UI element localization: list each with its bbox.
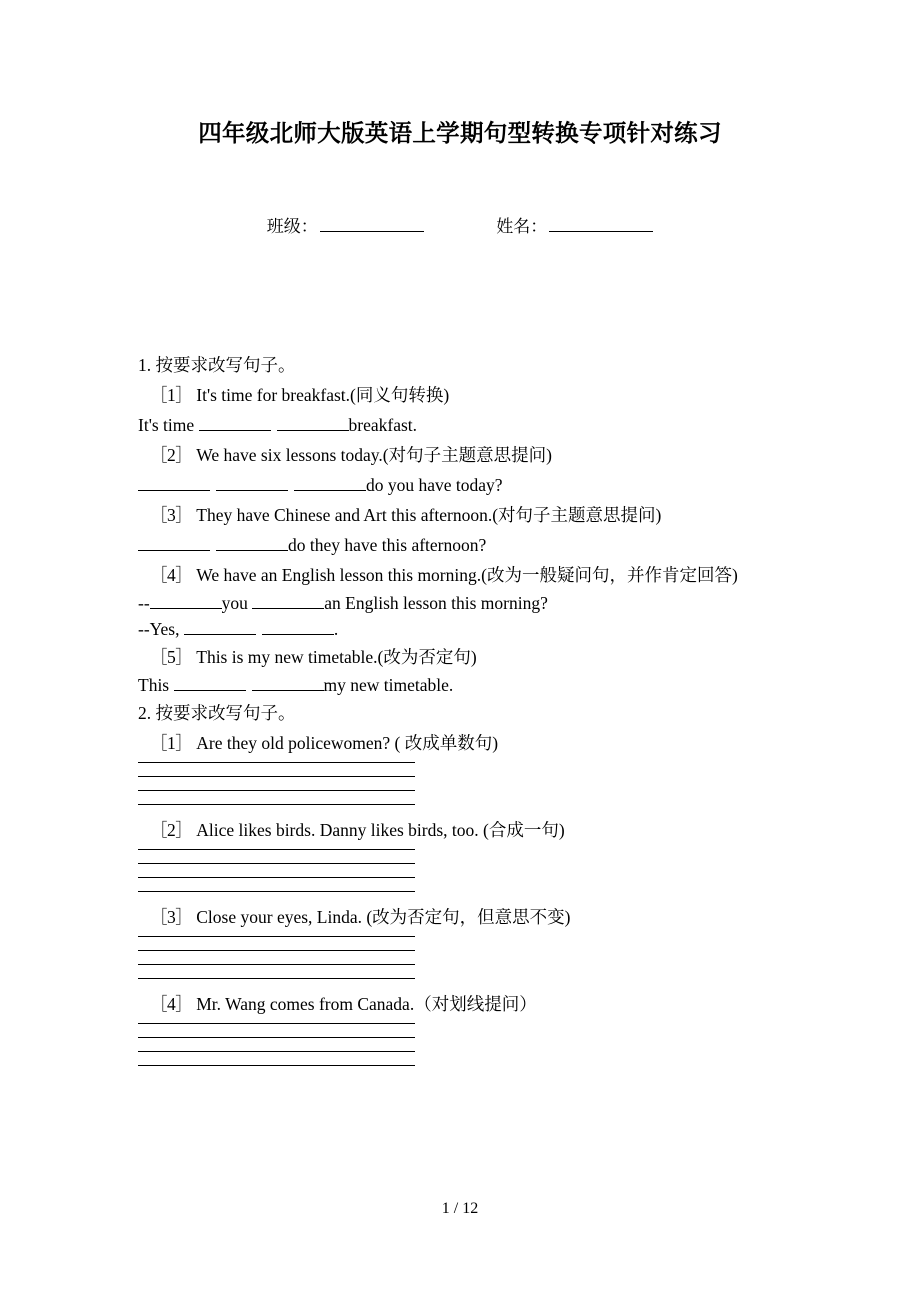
class-field bbox=[267, 214, 424, 240]
question-1-3 bbox=[138, 500, 838, 530]
answer-line-1-4b bbox=[138, 616, 838, 642]
question-text: Mr. Wang comes from Canada.（对划线提问） bbox=[196, 994, 537, 1014]
answer-blank[interactable] bbox=[184, 620, 256, 635]
answer-ruled-area-2-4[interactable] bbox=[138, 1023, 415, 1066]
section-heading-1: 1. 按要求改写句子。 bbox=[138, 355, 296, 375]
ruled-line[interactable] bbox=[138, 762, 415, 777]
question-marker: ［3］ bbox=[150, 907, 193, 927]
ruled-line[interactable] bbox=[138, 849, 415, 864]
question-text: Are they old policewomen? ( 改成单数句) bbox=[196, 733, 499, 753]
answer-suffix: do they have this afternoon? bbox=[288, 535, 487, 555]
answer-blank[interactable] bbox=[150, 594, 222, 609]
question-text: Alice likes birds. Danny likes birds, too. (合成一句) bbox=[196, 820, 565, 840]
ruled-line[interactable] bbox=[138, 1023, 415, 1038]
answer-suffix: my new timetable. bbox=[323, 675, 454, 695]
name-blank[interactable] bbox=[549, 217, 653, 232]
name-label: 姓名： bbox=[496, 217, 548, 236]
class-blank[interactable] bbox=[320, 217, 424, 232]
name-field bbox=[496, 214, 653, 240]
page-number: 1 / 12 bbox=[441, 1200, 479, 1217]
answer-suffix: do you have today? bbox=[366, 475, 503, 495]
answer-mid: you bbox=[221, 593, 253, 613]
answer-blank[interactable] bbox=[174, 676, 246, 691]
answer-blank[interactable] bbox=[216, 536, 288, 551]
question-marker: ［4］ bbox=[150, 994, 193, 1014]
question-2-2 bbox=[138, 815, 838, 845]
ruled-line[interactable] bbox=[138, 965, 415, 979]
question-1-4 bbox=[138, 560, 838, 590]
answer-blank[interactable] bbox=[277, 416, 349, 431]
answer-ruled-area-2-2[interactable] bbox=[138, 849, 415, 892]
ruled-line[interactable] bbox=[138, 936, 415, 951]
question-text: We have six lessons today.(对句子主题意思提问) bbox=[196, 445, 552, 465]
ruled-line[interactable] bbox=[138, 777, 415, 791]
ruled-line[interactable] bbox=[138, 864, 415, 878]
answer-prefix: This bbox=[138, 675, 174, 695]
answer-blank[interactable] bbox=[294, 476, 366, 491]
question-marker: ［2］ bbox=[150, 445, 193, 465]
answer-blank[interactable] bbox=[252, 676, 324, 691]
answer-suffix: breakfast. bbox=[348, 415, 418, 435]
answer-blank[interactable] bbox=[199, 416, 271, 431]
question-2-1 bbox=[138, 728, 838, 758]
ruled-line[interactable] bbox=[138, 951, 415, 965]
question-text: It's time for breakfast.(同义句转换) bbox=[196, 385, 450, 405]
question-marker: ［4］ bbox=[150, 565, 193, 585]
question-marker: ［5］ bbox=[150, 647, 193, 667]
question-text: Close your eyes, Linda. (改为否定句，但意思不变) bbox=[196, 907, 571, 927]
answer-prefix: --Yes, bbox=[138, 619, 184, 639]
answer-line-1-5 bbox=[138, 672, 838, 698]
answer-blank[interactable] bbox=[216, 476, 288, 491]
answer-ruled-area-2-1[interactable] bbox=[138, 762, 415, 805]
answer-prefix: -- bbox=[138, 593, 150, 613]
answer-blank[interactable] bbox=[252, 594, 324, 609]
question-marker: ［1］ bbox=[150, 385, 193, 405]
answer-line-1-3 bbox=[138, 530, 838, 560]
answer-prefix: It's time bbox=[138, 415, 199, 435]
question-1-2 bbox=[138, 440, 838, 470]
section-heading-2: 2. 按要求改写句子。 bbox=[138, 703, 296, 723]
question-marker: ［2］ bbox=[150, 820, 193, 840]
answer-suffix: . bbox=[333, 619, 339, 639]
answer-line-1-1 bbox=[138, 410, 838, 440]
student-info-line bbox=[0, 214, 920, 240]
ruled-line[interactable] bbox=[138, 878, 415, 892]
question-text: This is my new timetable.(改为否定句) bbox=[196, 647, 477, 667]
question-2-4 bbox=[138, 989, 838, 1019]
answer-line-1-4a bbox=[138, 590, 838, 616]
question-2-3 bbox=[138, 902, 838, 932]
question-text: We have an English lesson this morning.(改为一般疑问句，并作肯定回答) bbox=[196, 565, 738, 585]
ruled-line[interactable] bbox=[138, 1052, 415, 1066]
question-1-5 bbox=[138, 642, 838, 672]
answer-blank[interactable] bbox=[138, 536, 210, 551]
answer-blank[interactable] bbox=[138, 476, 210, 491]
ruled-line[interactable] bbox=[138, 1038, 415, 1052]
question-text: They have Chinese and Art this afternoon.(对句子主题意思提问) bbox=[196, 505, 662, 525]
answer-blank[interactable] bbox=[262, 620, 334, 635]
question-marker: ［3］ bbox=[150, 505, 193, 525]
question-1-1 bbox=[138, 380, 838, 410]
question-marker: ［1］ bbox=[150, 733, 193, 753]
ruled-line[interactable] bbox=[138, 791, 415, 805]
answer-suffix: an English lesson this morning? bbox=[324, 593, 548, 613]
answer-ruled-area-2-3[interactable] bbox=[138, 936, 415, 979]
class-label: 班级： bbox=[266, 217, 318, 236]
answer-line-1-2 bbox=[138, 470, 838, 500]
page-title: 四年级北师大版英语上学期句型转换专项针对练习 bbox=[198, 121, 722, 147]
exercise-body bbox=[138, 350, 838, 1066]
